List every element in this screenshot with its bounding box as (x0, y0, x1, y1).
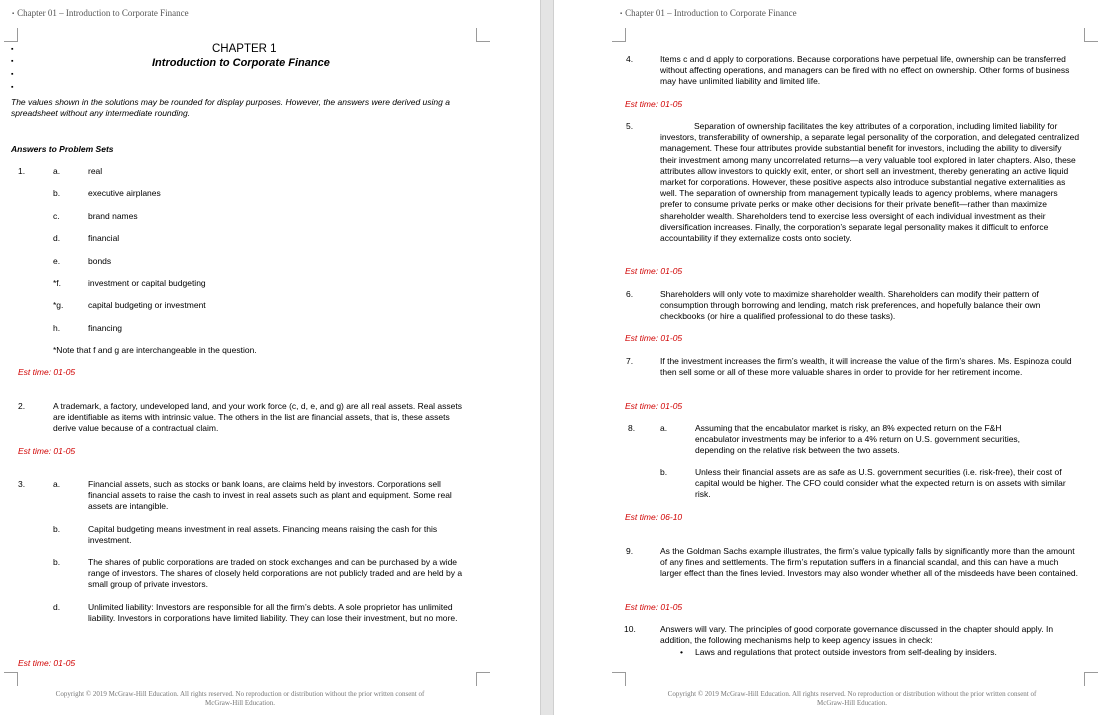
answers-heading: Answers to Problem Sets (11, 144, 114, 154)
answer-text: capital budgeting or investment (88, 300, 206, 310)
est-time: Est time: 01-05 (625, 266, 683, 276)
answer-text: Answers will vary. The principles of good corporate governance discussed in the chapter should apply. In addition, the following mechanisms help to keep agency issues in check: (660, 624, 1054, 646)
bullet-marker: ▪ (11, 46, 14, 53)
est-time: Est time: 01-05 (625, 602, 683, 612)
est-time: Est time: 06-10 (625, 512, 683, 522)
answer-text: real (88, 166, 103, 176)
est-time: Est time: 01-05 (18, 446, 76, 456)
est-time: Est time: 01-05 (625, 99, 683, 109)
answer-text: executive airplanes (88, 188, 161, 198)
item-letter: b. (53, 188, 61, 198)
answer-text: financial (88, 233, 120, 243)
interchangeable-note: *Note that f and g are interchangeable in the question. (53, 345, 257, 355)
item-letter: d. (53, 233, 61, 243)
bullet-marker: ▪ (11, 58, 14, 65)
item-letter: *g. (53, 300, 64, 310)
bullet-text: Laws and regulations that protect outside investors from self-dealing by insiders. (695, 647, 997, 657)
document-page-left (0, 0, 540, 715)
answer-text: Separation of ownership facilitates the key attributes of a corporation, including limited liability for investors, transferability of ownership, a separate legal personality of the corporation, and delegated centralized management. These four attributes provide substantial benefit for investors, including the ability to diversify their investment among many uncorrelated returns—a very valuable tool explored in later chapters. Also, these attributes allow investors to quickly exit, enter, or short sell an investment, thereby generating an active liquid market for corporations. However, these positive aspects also introduce substantial negative externalities as well. The separation of ownership from management typically leads to agency problems, where managers prefer to consume private perks or make other decisions for their private benefit—rather than maximize shareholder wealth. Shareholders tend to exercise less oversight of each individual investment as their diversification increases. Finally, the corporation’s separate legal personality makes it difficult to enforce accountability if they externalize costs onto society. (660, 121, 1080, 244)
item-letter: b. (53, 524, 61, 534)
page-header: ▪ Chapter 01 – Introduction to Corporate Finance (12, 8, 189, 18)
item-letter: b. (53, 557, 61, 567)
crop-mark (476, 28, 490, 42)
answer-text: brand names (88, 211, 138, 221)
item-letter: b. (660, 467, 668, 477)
crop-mark (4, 672, 18, 686)
crop-mark (476, 672, 490, 686)
question-number: 5. (626, 121, 634, 131)
item-letter: a. (53, 166, 61, 176)
question-number: 4. (626, 54, 634, 64)
crop-mark (612, 672, 626, 686)
bullet-marker: ▪ (11, 84, 14, 91)
item-letter: a. (660, 423, 668, 433)
answer-text: Unless their financial assets are as safe as U.S. government securities (i.e. risk-free), their cost of capital would be higher. The CFO could consider what the expected return is on assets with similar risk. (695, 467, 1066, 500)
answer-text: The shares of public corporations are traded on stock exchanges and can be purchased by a wide range of investors. The shares of closely held corporations are not publicly traded and are held by a small group of private investors. (88, 557, 463, 590)
crop-mark (4, 28, 18, 42)
chapter-title: CHAPTER 1 (212, 43, 277, 55)
page-footer: Copyright © 2019 McGraw-Hill Education. All rights reserved. No reproduction or distribution without the prior written consent of McGraw-Hill Education. (667, 690, 1037, 707)
answer-text: If the investment increases the firm’s wealth, it will increase the value of the firm’s shares. Ms. Espinoza could then sell some or all of these more valuable shares in order to provide for her retirement income. (660, 356, 1072, 378)
question-number: 10. (624, 624, 636, 634)
answer-text: Financial assets, such as stocks or bank loans, are claims held by investors. Corporations sell financial assets to raise the cash to invest in real assets such as plant and equipment. Some real assets are intangible. (88, 479, 452, 512)
crop-mark (612, 28, 626, 42)
document-page-right (554, 0, 1116, 715)
item-letter: *f. (53, 278, 62, 288)
item-letter: c. (53, 211, 60, 221)
answer-text: A trademark, a factory, undeveloped land, and your work force (c, d, e, and g) are all real assets. Real assets are identifiable as items with intrinsic value. The others in the list are financial assets, that is, these assets derive value because of a contractual claim. (53, 401, 462, 434)
est-time: Est time: 01-05 (18, 367, 76, 377)
answer-text: Unlimited liability: Investors are responsible for all the firm’s debts. A sole proprietor has unlimited liability. Investors in corporations have limited liability. They can lose their investment, but no more. (88, 602, 458, 624)
crop-mark (1084, 28, 1098, 42)
question-number: 8. (628, 423, 636, 433)
question-number: 7. (626, 356, 634, 366)
question-number: 6. (626, 289, 634, 299)
question-number: 1. (18, 166, 26, 176)
page-footer: Copyright © 2019 McGraw-Hill Education. All rights reserved. No reproduction or distribution without the prior written consent of McGraw-Hill Education. (55, 690, 425, 707)
item-letter: a. (53, 479, 61, 489)
page-header: ▪ Chapter 01 – Introduction to Corporate Finance (620, 8, 797, 18)
question-number: 3. (18, 479, 26, 489)
answer-text: Assuming that the encabulator market is risky, an 8% expected return on the F&H encabulator investments may be inferior to a 4% return on U.S. government securities, depending on the relative risk between the two assets. (695, 423, 1021, 456)
item-letter: d. (53, 602, 61, 612)
crop-mark (1084, 672, 1098, 686)
chapter-subtitle: Introduction to Corporate Finance (152, 57, 330, 69)
bullet-marker: • (680, 647, 683, 657)
rounding-note: The values shown in the solutions may be rounded for display purposes. However, the answers were derived using a spreadsheet without any intermediate rounding. (11, 97, 450, 119)
answer-text: bonds (88, 256, 112, 266)
bullet-marker: ▪ (11, 71, 14, 78)
question-number: 9. (626, 546, 634, 556)
answer-text: As the Goldman Sachs example illustrates, the firm’s value typically falls by significantly more than the amount of any fines and settlements. The firm’s reputation suffers in a financial scandal, and this can have a much larger effect than the fines levied. Investors may also wonder whether all of the misdeeds have been contained. (660, 546, 1079, 579)
answer-text: financing (88, 323, 123, 333)
est-time: Est time: 01-05 (625, 333, 683, 343)
est-time: Est time: 01-05 (625, 401, 683, 411)
item-letter: h. (53, 323, 61, 333)
answer-text: Shareholders will only vote to maximize shareholder wealth. Shareholders can modify their pattern of consumption through borrowing and lending, match risk preferences, and hopefully balance their own checkbooks (or hire a qualified professional to do these tasks). (660, 289, 1041, 322)
question-number: 2. (18, 401, 26, 411)
item-letter: e. (53, 256, 61, 266)
answer-text: Capital budgeting means investment in real assets. Financing means raising the cash for this investment. (88, 524, 438, 546)
est-time: Est time: 01-05 (18, 658, 76, 668)
answer-text: Items c and d apply to corporations. Because corporations have perpetual life, ownership can be transferred without affecting operations, and managers can be fired with no effect on ownership. Other forms of business may have unlimited liability and limited life. (660, 54, 1070, 87)
answer-text: investment or capital budgeting (88, 278, 206, 288)
page-separator (540, 0, 554, 715)
